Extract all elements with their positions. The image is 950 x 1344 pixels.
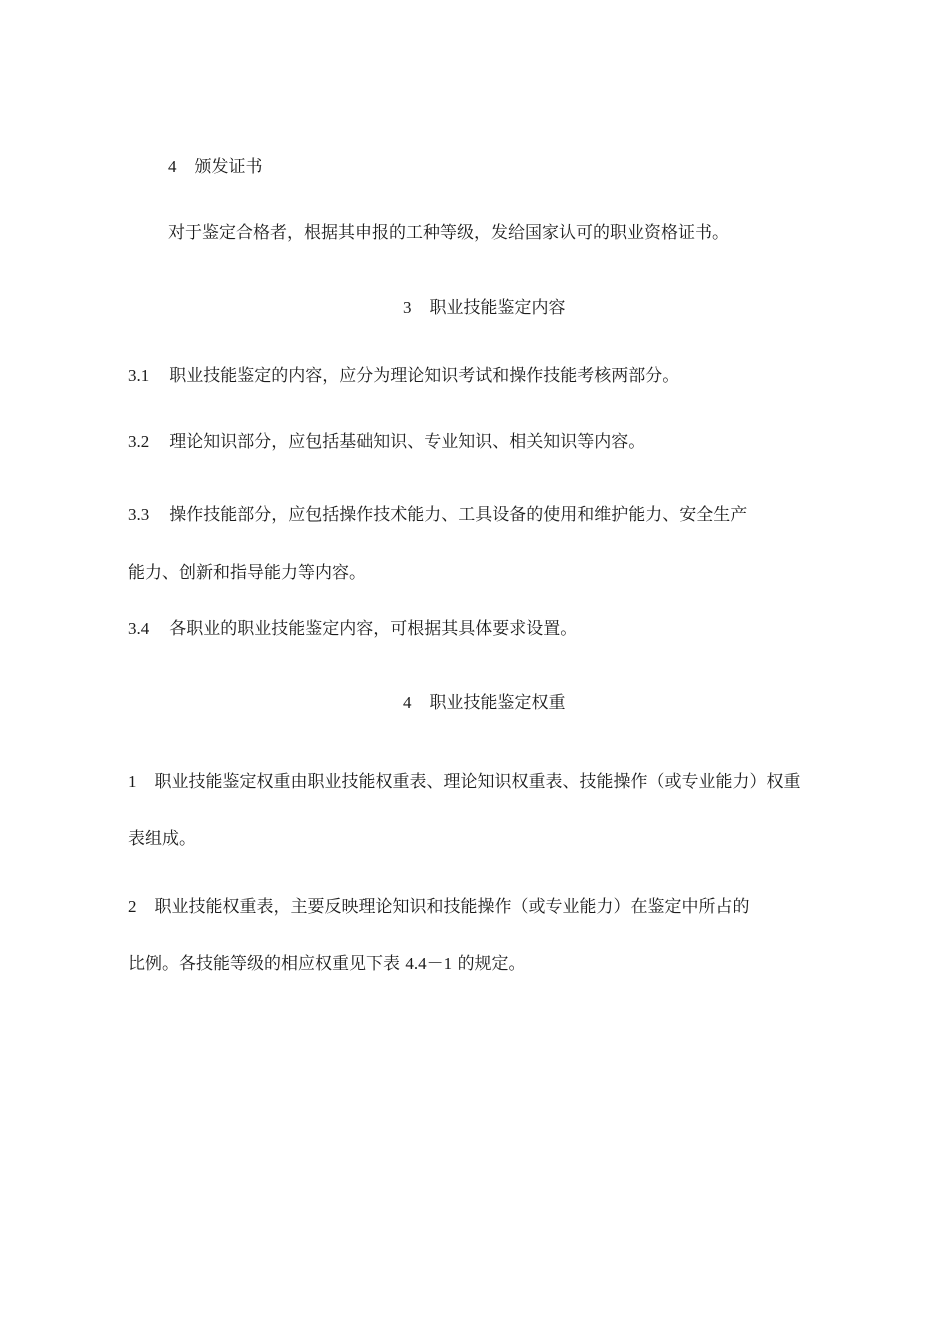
table-reference: 4.4－1 [405, 954, 453, 973]
clause-number: 3.4 [128, 619, 150, 638]
section-title: 职业技能鉴定权重 [429, 693, 566, 713]
section-heading-weight [403, 692, 566, 714]
clause-weight-1 [128, 771, 801, 793]
clause-number: 3.1 [128, 366, 150, 385]
clause-text: 操作技能部分，应包括操作技术能力、工具设备的使用和维护能力、安全生产 [169, 505, 748, 525]
clause-3-1 [128, 365, 679, 387]
clause-weight-2-continuation [128, 953, 526, 975]
section-number: 4 [168, 157, 177, 176]
clause-number: 3.3 [128, 505, 150, 524]
clause-weight-2 [128, 896, 750, 918]
clause-3-2 [128, 431, 645, 453]
clause-3-4 [128, 618, 577, 640]
section-heading-content [403, 297, 566, 319]
clause-weight-1-continuation: 表组成。 [128, 829, 196, 849]
section-title: 职业技能鉴定内容 [429, 298, 566, 318]
clause-number: 2 [128, 897, 137, 916]
section-heading-issue-certificate [168, 156, 263, 178]
clause-text: 理论知识部分，应包括基础知识、专业知识、相关知识等内容。 [169, 432, 646, 452]
clause-number: 3.2 [128, 432, 150, 451]
continuation-text-pre: 比例。各技能等级的相应权重见下表 [128, 954, 400, 974]
clause-3-3-continuation: 能力、创新和指导能力等内容。 [128, 563, 366, 583]
section-title: 颁发证书 [194, 157, 263, 177]
clause-text: 职业技能权重表，主要反映理论知识和技能操作（或专业能力）在鉴定中所占的 [154, 897, 750, 917]
clause-number: 1 [128, 772, 137, 791]
clause-text: 职业技能鉴定的内容，应分为理论知识考试和操作技能考核两部分。 [169, 366, 680, 386]
section-number: 4 [403, 693, 412, 712]
section-number: 3 [403, 298, 412, 317]
clause-text: 各职业的职业技能鉴定内容，可根据其具体要求设置。 [169, 619, 578, 639]
clause-3-3 [128, 504, 747, 526]
paragraph-issue-certificate: 对于鉴定合格者，根据其申报的工种等级，发给国家认可的职业资格证书。 [168, 223, 729, 243]
continuation-text-post: 的规定。 [457, 954, 526, 974]
clause-text: 职业技能鉴定权重由职业技能权重表、理论知识权重表、技能操作（或专业能力）权重 [154, 772, 801, 792]
